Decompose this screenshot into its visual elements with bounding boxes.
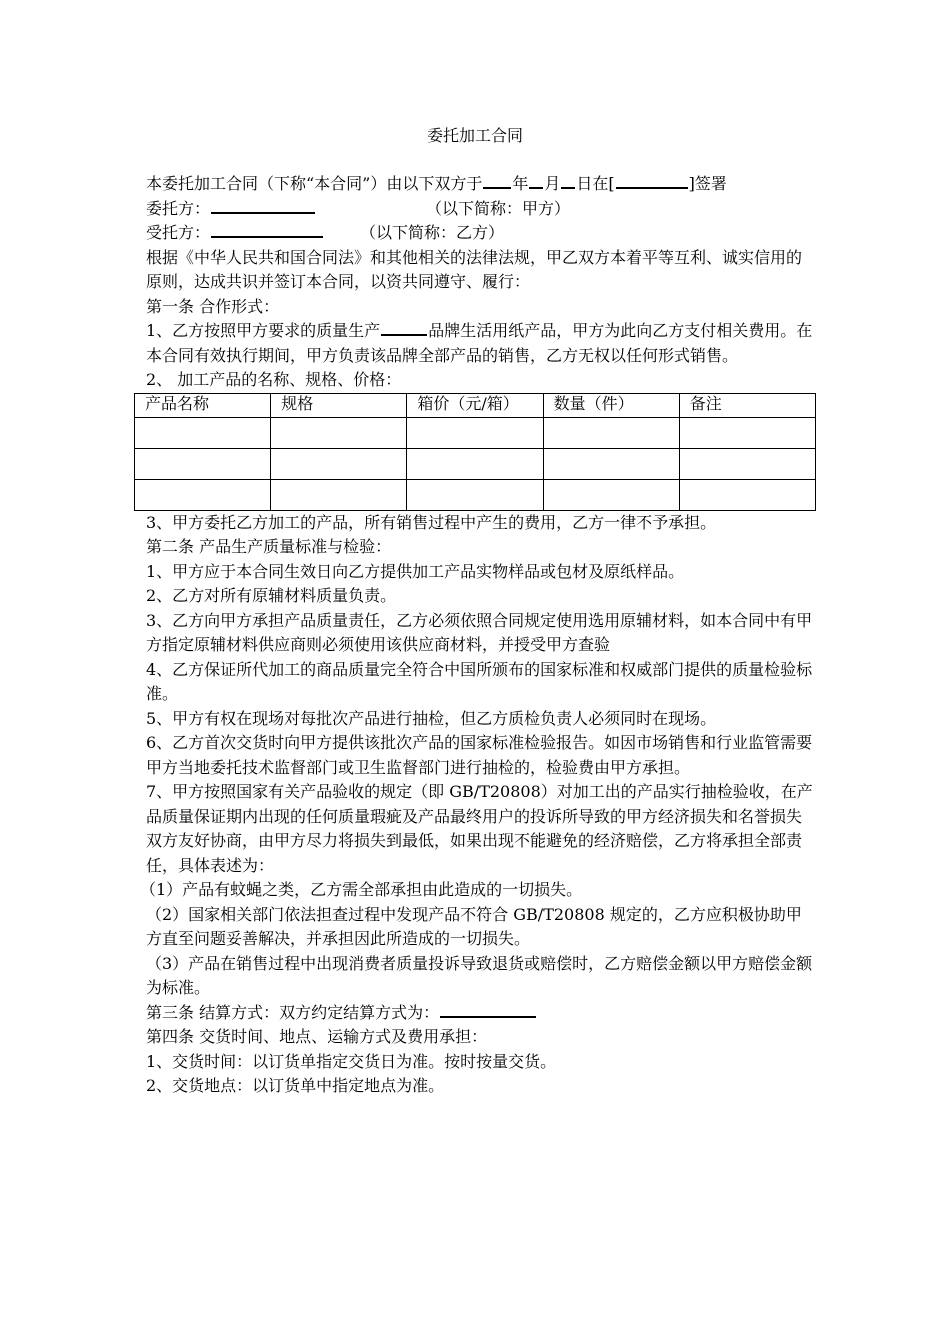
article2-item: 3、乙方向甲方承担产品质量责任，乙方必须依照合同规定使用选用原辅材料，如本合同中有甲方指定原辅材料供应商则必须使用该供应商材料，并授受甲方查验 [146,610,813,654]
table-header-cell: 产品名称 [135,393,271,417]
table-cell[interactable] [543,448,679,479]
article4-item: 1、交货时间：以订货单指定交货日为准。按时按量交货。 [146,1051,557,1071]
table-header-cell: 数量（件） [543,393,679,417]
table-cell[interactable] [679,417,815,448]
table-row [135,417,816,448]
article2-subitem: （3）产品在销售过程中出现消费者质量投诉导致退货或赔偿时，乙方赔偿金额以甲方赔偿金额为标准。 [146,953,813,997]
preamble-year: 年 [512,174,529,193]
article3-heading: 第三条 结算方式：双方约定结算方式为： [146,1002,440,1022]
party-b-line [146,221,816,246]
table-cell[interactable] [407,448,543,479]
document-title: 委托加工合同 [426,126,523,145]
table-header-row [135,393,816,417]
article1-item1-rest: 品牌生活用纸产品，甲方为此向乙方支付相关费用。在本合同有效执行期间，甲方负责该品牌全部产品的销售，乙方无权以任何形式销售。 [146,321,813,365]
article2-item: 6、乙方首次交货时向甲方提供该批次产品的国家标准检验报告。如因市场销售和行业监管需要甲方当地委托技术监督部门或卫生监督部门进行抽检的，检验费由甲方承担。 [146,733,813,777]
article2-item: 7、甲方按照国家有关产品验收的规定（即 GB/T20808）对加工出的产品实行抽检验收，在产品质量保证期内出现的任何质量瑕疵及产品最终用户的投诉所导致的甲方经济损失和名誉损失双方友好协商，由甲方尽力将损失到最低，如果出现不能避免的经济赔偿，乙方将承担全部责任，具体表述为： [146,782,813,875]
product-table [134,393,816,511]
article2-item: 4、乙方保证所代加工的商品质量完全符合中国所颁布的国家标准和权威部门提供的质量检验标准。 [146,659,813,703]
party-b-abbr: （以下简称：乙方） [360,223,505,242]
table-cell[interactable] [407,417,543,448]
blank-brand [381,320,427,336]
article1-item3: 3、甲方委托乙方加工的产品，所有销售过程中产生的费用，乙方一律不予承担。 [146,512,717,532]
document-body [140,172,816,1099]
party-a-line [146,197,816,222]
article1-item1 [146,319,816,368]
table-cell[interactable] [135,448,271,479]
table-header-cell: 规格 [271,393,407,417]
table-cell[interactable] [679,479,815,510]
intro-paragraph: 根据《中华人民共和国合同法》和其他相关的法律法规，甲乙双方本着平等互利、诚实信用的原则，达成共识并签订本合同，以资共同遵守、履行： [146,247,803,291]
preamble-sign: ]签署 [688,174,727,193]
table-cell[interactable] [135,417,271,448]
article2-item: 2、乙方对所有原辅材料质量负责。 [146,586,397,605]
blank-day [561,173,575,189]
blank-party-a [211,198,315,214]
article2-item: 1、甲方应于本合同生效日向乙方提供加工产品实物样品或包材及原纸样品。 [146,561,685,581]
table-header-cell: 备注 [679,393,815,417]
party-a-abbr: （以下简称：甲方） [426,198,571,218]
article3-line [146,1001,816,1026]
blank-place [616,173,688,189]
article1-item1-text: 1、乙方按照甲方要求的质量生产 [146,321,381,340]
table-cell[interactable] [407,479,543,510]
table-row [135,479,816,510]
preamble [146,172,816,197]
preamble-month: 月 [544,174,561,193]
preamble-text: 本委托加工合同（下称“本合同”）由以下双方于 [146,174,483,193]
article1-item2: 2、 加工产品的名称、规格、价格： [146,370,402,389]
article2-subitem: （2）国家相关部门依法担查过程中发现产品不符合 GB/T20808 规定的，乙方应积极协助甲方直至问题妥善解决，并承担因此所造成的一切损失。 [146,904,802,948]
table-cell[interactable] [135,479,271,510]
table-cell[interactable] [271,448,407,479]
table-cell[interactable] [271,479,407,510]
table-cell[interactable] [679,448,815,479]
article2-item: 5、甲方有权在现场对每批次产品进行抽检，但乙方质检负责人必须同时在现场。 [146,708,717,728]
table-cell[interactable] [543,479,679,510]
article4-heading: 第四条 交货时间、地点、运输方式及费用承担： [146,1027,488,1046]
blank-party-b [211,222,323,238]
blank-settlement [440,1002,536,1018]
article4-item: 2、交货地点：以订货单中指定地点为准。 [146,1076,445,1095]
party-a-label: 委托方： [146,198,211,218]
blank-year [483,173,511,189]
article2-heading: 第二条 产品生产质量标准与检验： [146,537,392,556]
article1-heading: 第一条 合作形式： [146,296,280,316]
blank-month [529,173,543,189]
preamble-day: 日在[ [576,174,615,193]
table-cell[interactable] [271,417,407,448]
table-row [135,448,816,479]
table-cell[interactable] [543,417,679,448]
party-b-label: 受托方： [146,223,211,242]
article2-subitem: （1）产品有蚊蝇之类，乙方需全部承担由此造成的一切损失。 [140,880,583,899]
table-header-cell: 箱价（元/箱） [407,393,543,417]
